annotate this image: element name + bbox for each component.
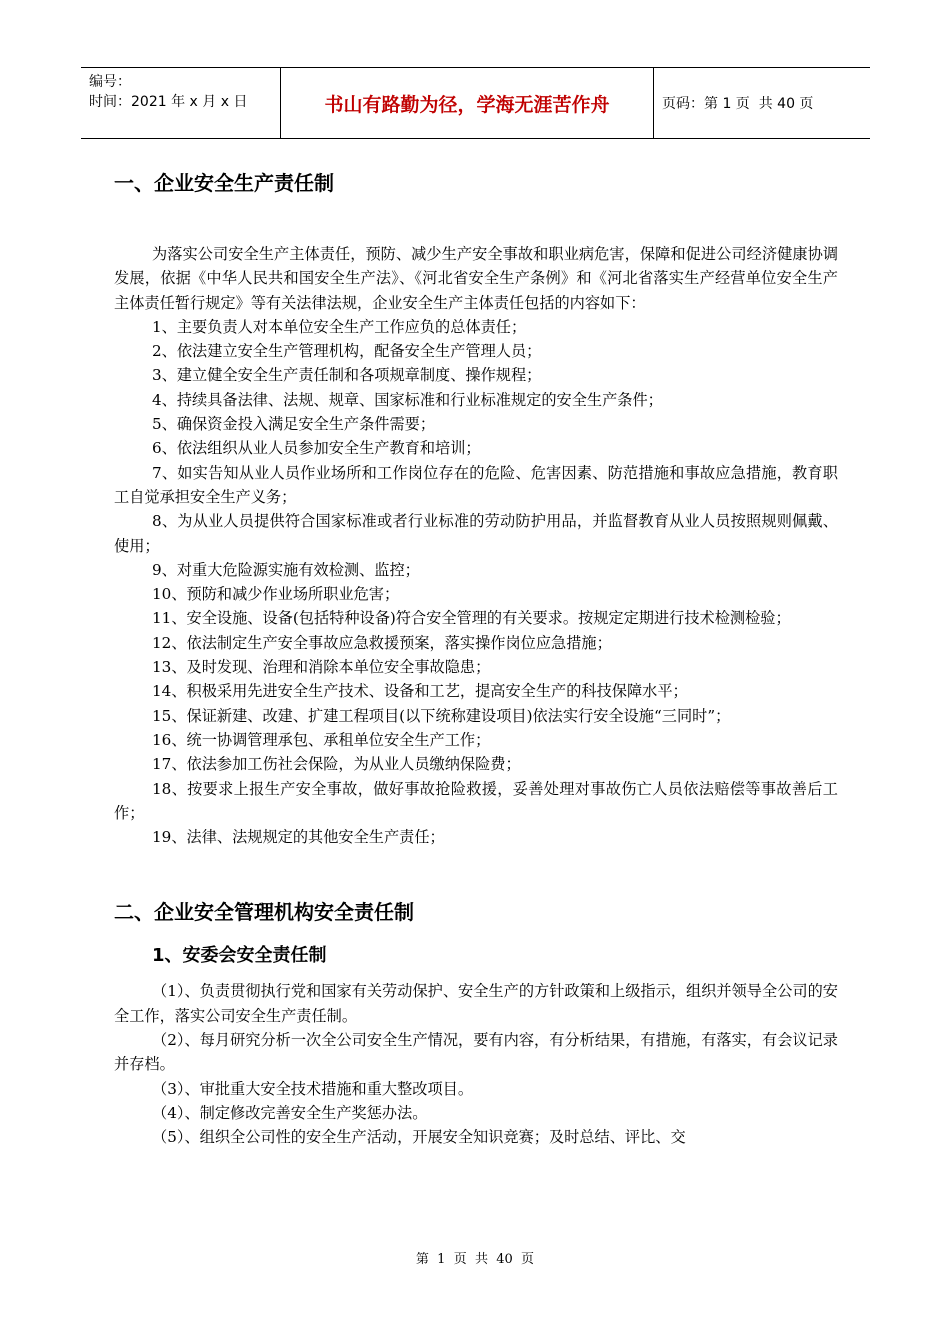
list-item: 17、依法参加工伤社会保险，为从业人员缴纳保险费；: [152, 755, 521, 774]
list-item: 4、持续具备法律、法规、规章、国家标准和行业标准规定的安全生产条件；: [152, 390, 663, 409]
page-header: [81, 67, 870, 139]
list-item: 18、按要求上报生产安全事故，做好事故抢险救援，妥善处理对事故伤亡人员依法赔偿等事故善后工作；: [114, 779, 838, 822]
list-item: 15、保证新建、改建、扩建工程项目(以下统称建设项目)依法实行安全设施“三同时”；: [152, 706, 731, 725]
list-item: 6、依法组织从业人员参加安全生产教育和培训；: [152, 439, 481, 458]
list-item: （3）、审批重大安全技术措施和重大整改项目。: [152, 1079, 474, 1098]
list-item: 7、如实告知从业人员作业场所和工作岗位存在的危险、危害因素、防范措施和事故应急措施，教育职工自觉承担安全生产义务；: [114, 463, 838, 506]
list-item: 2、依法建立安全生产管理机构，配备安全生产管理人员；: [152, 342, 542, 361]
header-motto: 书山有路勤为径，学海无涯苦作舟: [281, 68, 654, 138]
list-item: 19、法律、法规规定的其他安全生产责任；: [152, 828, 445, 847]
list-item: 10、预防和减少作业场所职业危害；: [152, 585, 400, 604]
section-2-subtitle: 1、安委会安全责任制: [152, 945, 327, 967]
page-footer: [0, 1248, 950, 1267]
header-page-info-text: 页码：第 1 页 共 40 页: [662, 96, 814, 112]
section-1-title: 一、企业安全生产责任制: [114, 171, 334, 195]
list-item: 5、确保资金投入满足安全生产条件需要；: [152, 415, 436, 434]
list-item: 9、对重大危险源实施有效检测、监控；: [152, 560, 420, 579]
document-date-label: 时间：2021 年 x 月 x 日: [89, 94, 248, 110]
list-item: 1、主要负责人对本单位安全生产工作应负的总体责任；: [152, 317, 527, 336]
list-item: 11、安全设施、设备(包括特种设备)符合安全管理的有关要求。按规定定期进行技术检测检验；: [152, 609, 791, 628]
list-item: 13、及时发现、治理和消除本单位安全事故隐患；: [152, 658, 491, 677]
list-item: （1）、负责贯彻执行党和国家有关劳动保护、安全生产的方针政策和上级指示，组织并领导全公司的安全工作，落实公司安全生产责任制。: [114, 982, 838, 1025]
section-2-title: 二、企业安全管理机构安全责任制: [114, 900, 414, 925]
list-item: 8、为从业人员提供符合国家标准或者行业标准的劳动防护用品，并监督教育从业人员按照规则佩戴、使用；: [114, 512, 838, 555]
list-item: （4）、制定修改完善安全生产奖惩办法。: [152, 1103, 428, 1122]
document-body: [114, 168, 838, 1150]
header-page-info: [654, 68, 870, 138]
list-item: 16、统一协调管理承包、承租单位安全生产工作；: [152, 730, 491, 749]
list-item: （5）、组织全公司性的安全生产活动，开展安全知识竞赛；及时总结、评比、交: [152, 1128, 686, 1147]
header-meta: [81, 68, 281, 138]
list-item: 3、建立健全安全生产责任制和各项规章制度、操作规程；: [152, 366, 542, 385]
list-item: 14、积极采用先进安全生产技术、设备和工艺，提高安全生产的科技保障水平；: [152, 682, 688, 701]
document-number-label: 编号：: [89, 74, 131, 90]
list-item: 12、依法制定生产安全事故应急救援预案，落实操作岗位应急措施；: [152, 633, 612, 652]
footer-page-number: 第 1 页 共 40 页: [415, 1252, 535, 1267]
section-1-intro: 为落实公司安全生产主体责任，预防、减少生产安全事故和职业病危害，保障和促进公司经济健康协调发展，依据《中华人民共和国安全生产法》、《河北省安全生产条例》和《河北省落实生产经营单位安全生产主体责任暂行规定》等有关法律法规，企业安全生产主体责任包括的内容如下：: [114, 245, 838, 312]
list-item: （2）、每月研究分析一次全公司安全生产情况，要有内容，有分析结果，有措施，有落实，有会议记录并存档。: [114, 1031, 838, 1074]
